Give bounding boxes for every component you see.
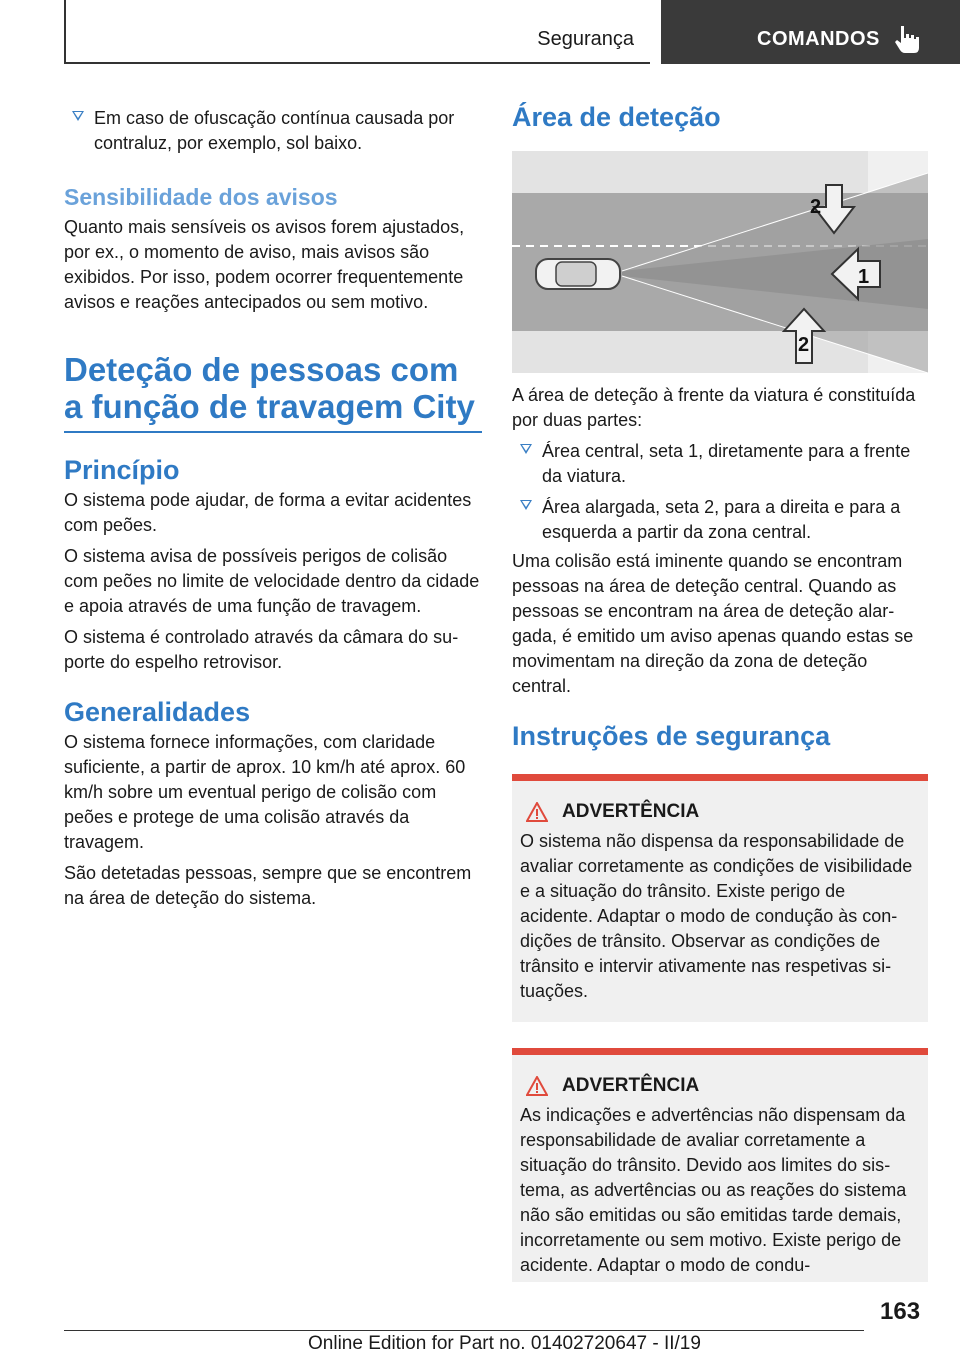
detection-area-diagram [512,151,928,373]
warning-text: O sistema não dispensa da responsabilidade de avaliar corretamente as condições de visibilidade e a situação do trânsito. Existe perigo de acidente. Adaptar o modo de condução às condições de trânsito. Observar as condições de trânsito e intervir ativamente nas respetivas situações. [520,831,913,1001]
page-number: 163 [880,1298,921,1325]
paragraph: A área de deteção à frente da viatura é constituída por duas partes: [512,385,916,430]
header-chapter-tab [661,0,960,64]
warning-box [512,1048,928,1282]
left-column [64,100,482,911]
warning-title: ADVERTÊNCIA [562,1075,700,1096]
warning-header [520,1075,920,1097]
bullet-text: Em caso de ofuscação contínua causada por contraluz, por exemplo, sol baixo. [94,108,455,153]
section-heading-principle: Princípio [64,455,180,485]
detection-area-figure [512,151,928,373]
section-heading-general: Generalidades [64,697,251,727]
title-rule [64,431,482,433]
bullet-text: Área alargada, seta 2, para a direita e para a esquerda a partir da zona central. [542,497,901,542]
header-section-title: Segurança [537,28,634,50]
header-chapter-label: COMANDOS [757,28,880,50]
label-arrow-2-bottom: 2 [798,334,810,356]
label-arrow-2-top: 2 [810,196,822,218]
warning-header [520,801,920,823]
paragraph: Uma colisão está iminente quando se encontram pessoas na área de deteção central. Quando as pessoas se encontram na área de deteção alargada, é emitido um aviso apenas quando estas se movimentam na direção da zona de deteção central. [512,551,914,696]
paragraph: Quanto mais sensíveis os avisos forem ajustados, por ex., o momento de aviso, mais avisos são exibidos. Por isso, podem ocorrer frequentemente avisos e reações antecipados ou sem motivo. [64,217,465,312]
bullet-triangle-icon [72,111,84,121]
warning-triangle-icon [526,802,548,822]
warning-text: As indicações e advertências não dispensam da responsabilidade de avaliar corretamente a situação do trânsito. Devido aos limites do sistema, as advertências ou as reações do sistema não são emitidas ou são emitidas tarde demais, incorretamente ou sem motivo. Existe perigo de acidente. Adaptar o modo de condu- [520,1105,907,1275]
header-rule-horizontal [64,62,650,64]
section-heading-safety: Instruções de segurança [512,721,831,751]
right-column [512,100,928,1282]
bullet-text: Área central, seta 1, diretamente para a frente da viatura. [542,441,911,486]
warning-title: ADVERTÊNCIA [562,801,700,822]
list-item [64,106,482,156]
list-item [512,495,928,545]
section-heading-detection-area: Área de deteção [512,102,721,132]
paragraph: O sistema fornece informações, com claridade suficiente, a partir de aprox. 10 km/h até aprox. 60 km/h sobre um eventual perigo de colisão com peões e protege de uma colisão através da travagem. [64,732,466,852]
bullet-triangle-icon [520,444,532,454]
hand-pointer-icon [894,24,920,54]
main-title: Deteção de pessoas com a função de travagem City [64,351,475,425]
footer-edition: Online Edition for Part no. 01402720647 - II/19 [308,1333,701,1354]
label-arrow-1: 1 [858,266,870,288]
paragraph: O sistema é controlado através da câmara do suporte do espelho retrovisor. [64,627,459,672]
paragraph: O sistema pode ajudar, de forma a evitar acidentes com peões. [64,490,472,535]
header-rule-vertical [64,0,66,64]
paragraph: São detetadas pessoas, sempre que se encontrem na área de deteção do sistema. [64,863,472,908]
warning-box [512,774,928,1022]
list-item [512,439,928,489]
warning-triangle-icon [526,1076,548,1096]
paragraph: O sistema avisa de possíveis perigos de colisão com peões no limite de velocidade dentro da cidade e apoia através de uma função de travagem. [64,546,480,616]
bullet-triangle-icon [520,500,532,510]
section-heading-sensitivity: Sensibilidade dos avisos [64,184,338,210]
car-icon [536,259,620,289]
footer-rule [64,1330,864,1331]
